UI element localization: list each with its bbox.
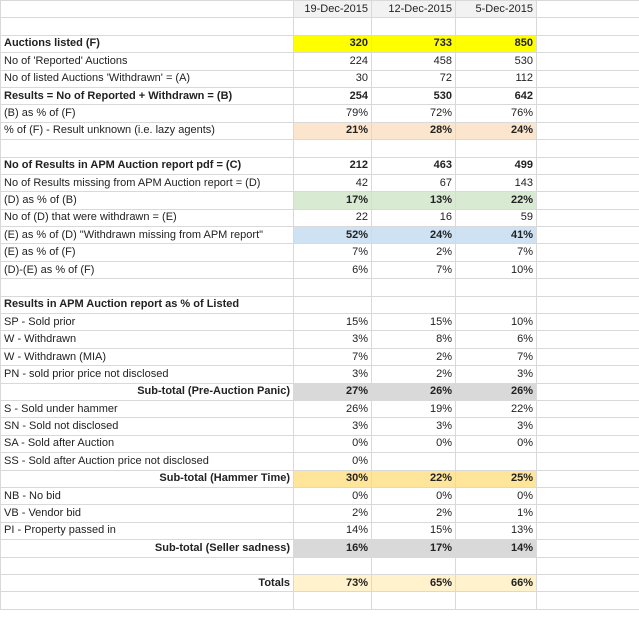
- row-value-cell[interactable]: 59: [456, 209, 537, 226]
- row-value-cell[interactable]: 3%: [294, 418, 372, 435]
- table-row: [1, 487, 639, 504]
- header-cell-date-2[interactable]: 12-Dec-2015: [372, 1, 456, 18]
- table-row: [1, 470, 639, 487]
- table-row: [1, 505, 639, 522]
- row-label-cell[interactable]: No of (D) that were withdrawn = (E): [1, 209, 294, 226]
- row-value-cell[interactable]: 16%: [294, 540, 372, 557]
- row-label-cell[interactable]: [1, 557, 294, 574]
- row-label-cell[interactable]: (E) as % of (D) "Withdrawn missing from APM report": [1, 227, 294, 244]
- table-body: [1, 18, 639, 609]
- row-empty-cell[interactable]: [537, 557, 639, 574]
- row-empty-cell[interactable]: [537, 244, 639, 261]
- row-empty-cell[interactable]: [537, 540, 639, 557]
- row-label-cell[interactable]: (D)-(E) as % of (F): [1, 261, 294, 278]
- row-value-cell[interactable]: 27%: [294, 383, 372, 400]
- table-row: [1, 244, 639, 261]
- table-row: [1, 35, 639, 52]
- row-value-cell[interactable]: 3%: [456, 418, 537, 435]
- row-empty-cell[interactable]: [537, 174, 639, 191]
- row-value-cell[interactable]: [456, 296, 537, 313]
- row-empty-cell[interactable]: [537, 279, 639, 296]
- row-label-cell[interactable]: Results in APM Auction report as % of Listed: [1, 296, 294, 313]
- row-value-cell[interactable]: 15%: [372, 522, 456, 539]
- row-value-cell[interactable]: 530: [372, 87, 456, 104]
- row-label-cell[interactable]: NB - No bid: [1, 487, 294, 504]
- row-label-cell[interactable]: (B) as % of (F): [1, 105, 294, 122]
- table-row: [1, 366, 639, 383]
- row-value-cell[interactable]: 499: [456, 157, 537, 174]
- row-value-cell[interactable]: [294, 592, 372, 609]
- row-empty-cell[interactable]: [537, 418, 639, 435]
- table-row: [1, 331, 639, 348]
- row-empty-cell[interactable]: [537, 331, 639, 348]
- row-value-cell[interactable]: 7%: [456, 348, 537, 365]
- table-row: [1, 348, 639, 365]
- row-value-cell[interactable]: 3%: [372, 418, 456, 435]
- row-value-cell[interactable]: 13%: [372, 192, 456, 209]
- row-value-cell[interactable]: [372, 296, 456, 313]
- row-empty-cell[interactable]: [537, 505, 639, 522]
- row-label-cell[interactable]: W - Withdrawn (MIA): [1, 348, 294, 365]
- row-label-cell[interactable]: No of Results in APM Auction report pdf = (C): [1, 157, 294, 174]
- row-value-cell[interactable]: 0%: [294, 453, 372, 470]
- row-value-cell[interactable]: 3%: [294, 331, 372, 348]
- table-row: [1, 53, 639, 70]
- row-value-cell[interactable]: 19%: [372, 400, 456, 417]
- row-value-cell[interactable]: 41%: [456, 227, 537, 244]
- row-empty-cell[interactable]: [537, 383, 639, 400]
- table-row: [1, 279, 639, 296]
- row-label-cell[interactable]: Results = No of Reported + Withdrawn = (B): [1, 87, 294, 104]
- row-value-cell[interactable]: [372, 592, 456, 609]
- row-label-cell[interactable]: [1, 18, 294, 35]
- table-row: [1, 592, 639, 609]
- row-label-cell[interactable]: No of 'Reported' Auctions: [1, 53, 294, 70]
- row-value-cell[interactable]: 22: [294, 209, 372, 226]
- row-value-cell[interactable]: 2%: [372, 366, 456, 383]
- row-empty-cell[interactable]: [537, 157, 639, 174]
- row-empty-cell[interactable]: [537, 53, 639, 70]
- row-label-cell[interactable]: Totals: [1, 574, 294, 591]
- row-value-cell[interactable]: 3%: [294, 366, 372, 383]
- row-empty-cell[interactable]: [537, 366, 639, 383]
- row-value-cell[interactable]: 26%: [372, 383, 456, 400]
- row-empty-cell[interactable]: [537, 348, 639, 365]
- row-value-cell[interactable]: 2%: [372, 348, 456, 365]
- row-value-cell[interactable]: 0%: [294, 435, 372, 452]
- row-value-cell[interactable]: [456, 140, 537, 157]
- table-row: [1, 70, 639, 87]
- row-value-cell[interactable]: 254: [294, 87, 372, 104]
- row-empty-cell[interactable]: [537, 105, 639, 122]
- table-row: [1, 227, 639, 244]
- row-label-cell[interactable]: PN - sold prior price not disclosed: [1, 366, 294, 383]
- row-empty-cell[interactable]: [537, 209, 639, 226]
- row-empty-cell[interactable]: [537, 592, 639, 609]
- table-row: [1, 18, 639, 35]
- row-value-cell[interactable]: 15%: [372, 314, 456, 331]
- row-value-cell[interactable]: 10%: [456, 314, 537, 331]
- row-value-cell[interactable]: 642: [456, 87, 537, 104]
- row-value-cell[interactable]: [372, 279, 456, 296]
- row-empty-cell[interactable]: [537, 522, 639, 539]
- row-value-cell[interactable]: 67: [372, 174, 456, 191]
- row-value-cell[interactable]: 112: [456, 70, 537, 87]
- row-empty-cell[interactable]: [537, 192, 639, 209]
- row-empty-cell[interactable]: [537, 453, 639, 470]
- row-label-cell[interactable]: SS - Sold after Auction price not disclosed: [1, 453, 294, 470]
- row-empty-cell[interactable]: [537, 435, 639, 452]
- row-value-cell[interactable]: 66%: [456, 574, 537, 591]
- table-row: [1, 261, 639, 278]
- row-value-cell[interactable]: 0%: [372, 435, 456, 452]
- row-value-cell[interactable]: 22%: [372, 470, 456, 487]
- table-row: [1, 453, 639, 470]
- row-value-cell[interactable]: 6%: [294, 261, 372, 278]
- table-row: [1, 192, 639, 209]
- row-value-cell[interactable]: 76%: [456, 105, 537, 122]
- row-value-cell[interactable]: 7%: [294, 348, 372, 365]
- row-value-cell[interactable]: 850: [456, 35, 537, 52]
- table-row: [1, 522, 639, 539]
- row-empty-cell[interactable]: [537, 400, 639, 417]
- row-value-cell[interactable]: [456, 557, 537, 574]
- row-value-cell[interactable]: 2%: [294, 505, 372, 522]
- table-row: [1, 383, 639, 400]
- row-value-cell[interactable]: 0%: [372, 487, 456, 504]
- row-label-cell[interactable]: No of Results missing from APM Auction report = (D): [1, 174, 294, 191]
- row-value-cell[interactable]: 72%: [372, 105, 456, 122]
- row-value-cell[interactable]: 13%: [456, 522, 537, 539]
- row-label-cell[interactable]: (E) as % of (F): [1, 244, 294, 261]
- row-value-cell[interactable]: [372, 18, 456, 35]
- row-value-cell[interactable]: 21%: [294, 122, 372, 139]
- row-value-cell[interactable]: 26%: [294, 400, 372, 417]
- row-value-cell[interactable]: 30%: [294, 470, 372, 487]
- row-value-cell[interactable]: 463: [372, 157, 456, 174]
- row-empty-cell[interactable]: [537, 35, 639, 52]
- header-cell-empty[interactable]: [537, 1, 639, 18]
- row-value-cell[interactable]: 0%: [294, 487, 372, 504]
- row-label-cell[interactable]: W - Withdrawn: [1, 331, 294, 348]
- row-value-cell[interactable]: 2%: [372, 244, 456, 261]
- row-empty-cell[interactable]: [537, 70, 639, 87]
- row-value-cell[interactable]: 0%: [456, 435, 537, 452]
- row-label-cell[interactable]: SA - Sold after Auction: [1, 435, 294, 452]
- row-value-cell[interactable]: 30: [294, 70, 372, 87]
- table-row: [1, 174, 639, 191]
- row-value-cell[interactable]: 7%: [456, 244, 537, 261]
- row-label-cell[interactable]: S - Sold under hammer: [1, 400, 294, 417]
- row-value-cell[interactable]: 7%: [372, 261, 456, 278]
- row-value-cell[interactable]: [456, 18, 537, 35]
- header-cell-label[interactable]: [1, 1, 294, 18]
- row-label-cell[interactable]: PI - Property passed in: [1, 522, 294, 539]
- header-cell-date-3[interactable]: 5-Dec-2015: [456, 1, 537, 18]
- row-value-cell[interactable]: 22%: [456, 400, 537, 417]
- row-value-cell[interactable]: 22%: [456, 192, 537, 209]
- row-label-cell[interactable]: [1, 140, 294, 157]
- table-row: [1, 540, 639, 557]
- row-value-cell[interactable]: 26%: [456, 383, 537, 400]
- row-value-cell[interactable]: 17%: [294, 192, 372, 209]
- row-value-cell[interactable]: 2%: [372, 505, 456, 522]
- row-empty-cell[interactable]: [537, 261, 639, 278]
- row-label-cell[interactable]: Sub-total (Seller sadness): [1, 540, 294, 557]
- header-cell-date-1[interactable]: 19-Dec-2015: [294, 1, 372, 18]
- row-value-cell[interactable]: [456, 279, 537, 296]
- table-row: [1, 400, 639, 417]
- table-row: [1, 435, 639, 452]
- row-value-cell[interactable]: 15%: [294, 314, 372, 331]
- table-row: [1, 209, 639, 226]
- row-value-cell[interactable]: 28%: [372, 122, 456, 139]
- row-value-cell[interactable]: 24%: [456, 122, 537, 139]
- row-label-cell[interactable]: Sub-total (Pre-Auction Panic): [1, 383, 294, 400]
- row-value-cell[interactable]: 1%: [456, 505, 537, 522]
- row-label-cell[interactable]: Sub-total (Hammer Time): [1, 470, 294, 487]
- row-empty-cell[interactable]: [537, 122, 639, 139]
- row-value-cell[interactable]: [456, 592, 537, 609]
- table-row: [1, 296, 639, 313]
- row-value-cell[interactable]: [372, 453, 456, 470]
- row-value-cell[interactable]: 52%: [294, 227, 372, 244]
- row-value-cell[interactable]: 320: [294, 35, 372, 52]
- table-row: [1, 105, 639, 122]
- row-empty-cell[interactable]: [537, 470, 639, 487]
- row-value-cell[interactable]: 224: [294, 53, 372, 70]
- row-label-cell[interactable]: SP - Sold prior: [1, 314, 294, 331]
- row-label-cell[interactable]: [1, 279, 294, 296]
- row-label-cell[interactable]: VB - Vendor bid: [1, 505, 294, 522]
- row-value-cell[interactable]: [372, 140, 456, 157]
- row-label-cell[interactable]: (D) as % of (B): [1, 192, 294, 209]
- row-value-cell[interactable]: 42: [294, 174, 372, 191]
- table-row: [1, 574, 639, 591]
- row-value-cell[interactable]: 143: [456, 174, 537, 191]
- row-empty-cell[interactable]: [537, 314, 639, 331]
- row-empty-cell[interactable]: [537, 87, 639, 104]
- row-value-cell[interactable]: 25%: [456, 470, 537, 487]
- row-value-cell[interactable]: 79%: [294, 105, 372, 122]
- row-label-cell[interactable]: SN - Sold not disclosed: [1, 418, 294, 435]
- row-value-cell[interactable]: 458: [372, 53, 456, 70]
- row-value-cell[interactable]: 24%: [372, 227, 456, 244]
- row-empty-cell[interactable]: [537, 140, 639, 157]
- row-value-cell[interactable]: [456, 453, 537, 470]
- row-value-cell[interactable]: 6%: [456, 331, 537, 348]
- row-value-cell[interactable]: 73%: [294, 574, 372, 591]
- table-row: [1, 557, 639, 574]
- row-value-cell[interactable]: [372, 557, 456, 574]
- row-empty-cell[interactable]: [537, 227, 639, 244]
- row-value-cell[interactable]: 8%: [372, 331, 456, 348]
- row-label-cell[interactable]: % of (F) - Result unknown (i.e. lazy agents): [1, 122, 294, 139]
- row-value-cell[interactable]: 14%: [294, 522, 372, 539]
- row-value-cell[interactable]: [294, 557, 372, 574]
- row-label-cell[interactable]: No of listed Auctions 'Withdrawn' = (A): [1, 70, 294, 87]
- row-empty-cell[interactable]: [537, 487, 639, 504]
- row-value-cell[interactable]: 530: [456, 53, 537, 70]
- row-value-cell[interactable]: 7%: [294, 244, 372, 261]
- table-row: [1, 157, 639, 174]
- header-row: [1, 1, 639, 18]
- row-value-cell[interactable]: 10%: [456, 261, 537, 278]
- row-label-cell[interactable]: Auctions listed (F): [1, 35, 294, 52]
- row-label-cell[interactable]: [1, 592, 294, 609]
- row-value-cell[interactable]: [294, 18, 372, 35]
- row-value-cell[interactable]: 72: [372, 70, 456, 87]
- row-empty-cell[interactable]: [537, 574, 639, 591]
- row-value-cell[interactable]: 14%: [456, 540, 537, 557]
- table-row: [1, 314, 639, 331]
- row-empty-cell[interactable]: [537, 18, 639, 35]
- row-value-cell[interactable]: 17%: [372, 540, 456, 557]
- table-row: [1, 122, 639, 139]
- row-value-cell[interactable]: 65%: [372, 574, 456, 591]
- row-empty-cell[interactable]: [537, 296, 639, 313]
- row-value-cell[interactable]: 733: [372, 35, 456, 52]
- row-value-cell[interactable]: 212: [294, 157, 372, 174]
- row-value-cell[interactable]: 0%: [456, 487, 537, 504]
- table-row: [1, 140, 639, 157]
- row-value-cell[interactable]: [294, 296, 372, 313]
- row-value-cell[interactable]: [294, 140, 372, 157]
- table-row: [1, 87, 639, 104]
- row-value-cell[interactable]: 3%: [456, 366, 537, 383]
- row-value-cell[interactable]: [294, 279, 372, 296]
- table-row: [1, 418, 639, 435]
- row-value-cell[interactable]: 16: [372, 209, 456, 226]
